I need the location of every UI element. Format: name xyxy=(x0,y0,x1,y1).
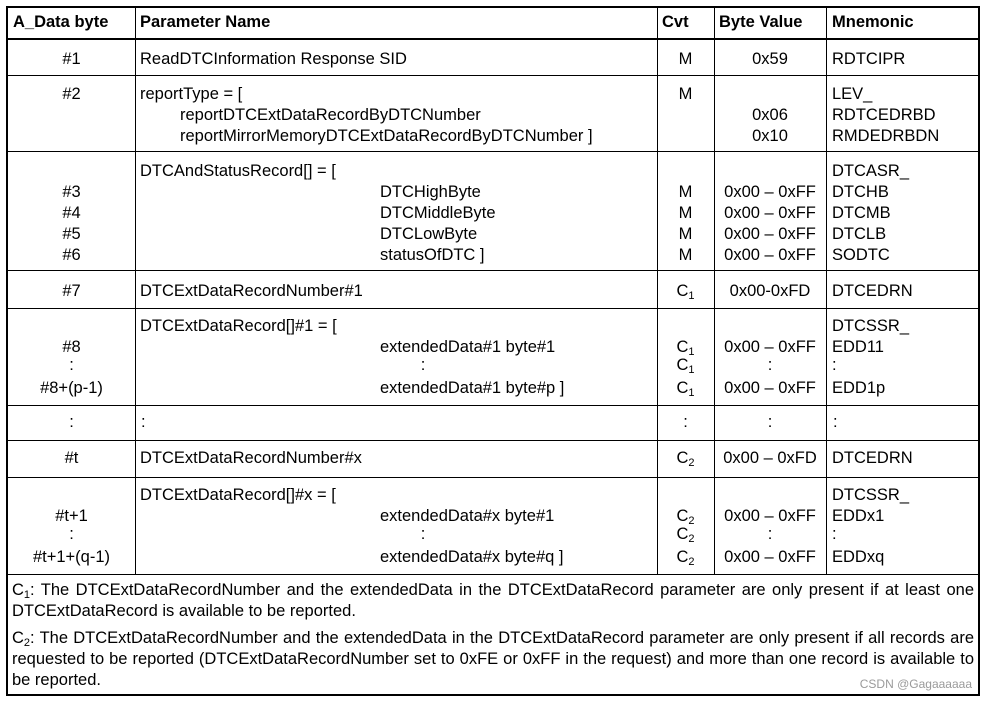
cell-byte-value: 0x59 xyxy=(752,50,788,68)
cell-mnemonic: : xyxy=(832,356,837,374)
cell-parameter-name: : xyxy=(420,525,426,543)
cell-a-data-byte: #t+1+(q-1) xyxy=(32,548,111,566)
cell-parameter-name: extendedData#x byte#1 xyxy=(380,507,555,525)
cell-cvt: M xyxy=(678,50,693,68)
row-divider xyxy=(8,440,978,441)
cell-cvt: M xyxy=(678,85,693,103)
cell-mnemonic: LEV_ xyxy=(832,85,873,103)
cell-byte-value: 0x00 – 0xFF xyxy=(724,507,816,525)
cell-mnemonic: DTCEDRN xyxy=(832,449,913,467)
cell-byte-value: 0x00 – 0xFF xyxy=(724,548,816,566)
cell-cvt: $C_2$ xyxy=(676,507,695,527)
cell-cvt: $C_1$ xyxy=(676,356,695,376)
cell-byte-value: : xyxy=(767,525,773,543)
cell-parameter-name: DTCExtDataRecord[]#1 = [ xyxy=(140,317,337,335)
cell-cvt: $C_1$ xyxy=(676,379,695,399)
cell-cvt: M xyxy=(678,225,693,243)
footnote-c2: $C_2$: The DTCExtDataRecordNumber and the extendedData in the DTCExtDataRecord parameter are only present if all records are requested to be reported (DTCExtDataRecordNumber set to 0xFE or 0xFF in the request) and more than one record is available to be reported. xyxy=(12,629,974,689)
cell-byte-value: 0x10 xyxy=(752,127,788,145)
header-byte-value: Byte Value xyxy=(719,13,803,31)
cell-a-data-byte: : xyxy=(69,413,74,431)
cell-parameter-name: DTCExtDataRecordNumber#1 xyxy=(140,282,363,300)
cell-parameter-name: ReadDTCInformation Response SID xyxy=(140,50,407,68)
cell-parameter-name: DTCExtDataRecord[]#x = [ xyxy=(140,486,336,504)
cell-a-data-byte: #8+(p-1) xyxy=(40,379,103,397)
header-divider xyxy=(8,38,978,40)
row-divider xyxy=(8,308,978,309)
cell-a-data-byte: : xyxy=(69,525,74,543)
cell-cvt: M xyxy=(678,246,693,264)
cell-mnemonic: DTCASR_ xyxy=(832,162,910,180)
cell-a-data-byte: #7 xyxy=(62,282,81,300)
cell-mnemonic: DTCEDRN xyxy=(832,282,913,300)
cell-parameter-name: : xyxy=(141,413,146,431)
cell-mnemonic: SODTC xyxy=(832,246,890,264)
cell-a-data-byte: #t+1 xyxy=(55,507,88,525)
header-cvt: Cvt xyxy=(662,13,689,31)
cell-mnemonic: : xyxy=(832,525,837,543)
cell-byte-value: 0x00 – 0xFF xyxy=(724,246,816,264)
cell-parameter-name: DTCLowByte xyxy=(380,225,478,243)
cell-mnemonic: RDTCIPR xyxy=(832,50,906,68)
cell-byte-value: 0x00 – 0xFF xyxy=(724,338,816,356)
cell-mnemonic: DTCSSR_ xyxy=(832,486,910,504)
dtc-ext-data-record-table xyxy=(6,6,980,696)
cell-byte-value: 0x00-0xFD xyxy=(729,282,811,300)
cell-parameter-name: extendedData#1 byte#1 xyxy=(380,338,556,356)
cell-parameter-name: reportDTCExtDataRecordByDTCNumber xyxy=(180,106,481,124)
watermark: CSDN @Gagaaaaaa xyxy=(859,677,972,691)
cell-parameter-name: extendedData#x byte#q ] xyxy=(380,548,564,566)
cell-parameter-name: DTCHighByte xyxy=(380,183,481,201)
cell-byte-value: : xyxy=(767,413,773,431)
cell-byte-value: 0x00 – 0xFD xyxy=(723,449,817,467)
cell-mnemonic: RMDEDRBDN xyxy=(832,127,940,145)
cell-mnemonic: DTCMB xyxy=(832,204,891,222)
cell-a-data-byte: #6 xyxy=(62,246,81,264)
cell-mnemonic: DTCHB xyxy=(832,183,889,201)
row-divider xyxy=(8,151,978,152)
cell-cvt: : xyxy=(683,413,688,431)
cell-cvt: $C_2$ xyxy=(676,548,695,568)
cell-byte-value: : xyxy=(767,356,773,374)
cell-parameter-name: DTCAndStatusRecord[] = [ xyxy=(140,162,336,180)
cell-mnemonic: EDD1p xyxy=(832,379,886,397)
cell-mnemonic: DTCLB xyxy=(832,225,887,243)
row-divider xyxy=(8,270,978,271)
notes-divider xyxy=(8,574,978,575)
cell-parameter-name: statusOfDTC ] xyxy=(380,246,485,264)
cell-mnemonic: : xyxy=(833,413,838,431)
cell-parameter-name: DTCExtDataRecordNumber#x xyxy=(140,449,362,467)
cell-parameter-name: reportMirrorMemoryDTCExtDataRecordByDTCNumber ] xyxy=(180,127,593,145)
cell-parameter-name: reportType = [ xyxy=(140,85,243,103)
cell-a-data-byte: #4 xyxy=(62,204,81,222)
cell-a-data-byte: #8 xyxy=(62,338,81,356)
cell-mnemonic: EDD11 xyxy=(832,338,884,356)
cell-a-data-byte: : xyxy=(69,356,74,374)
cell-byte-value: 0x00 – 0xFF xyxy=(724,379,816,397)
row-divider xyxy=(8,405,978,406)
footnote-c1: $C_1$: The DTCExtDataRecordNumber and the extendedData in the DTCExtDataRecord parameter are only present if at least one DTCExtDataRecord is available to be reported. xyxy=(12,581,974,620)
cell-parameter-name: DTCMiddleByte xyxy=(380,204,496,222)
cell-mnemonic: DTCSSR_ xyxy=(832,317,910,335)
cell-parameter-name: : xyxy=(420,356,426,374)
cell-mnemonic: EDDx1 xyxy=(832,507,885,525)
cell-byte-value: 0x00 – 0xFF xyxy=(724,204,816,222)
header-a-data-byte: A_Data byte xyxy=(13,13,109,31)
row-divider xyxy=(8,75,978,76)
cell-parameter-name: extendedData#1 byte#p ] xyxy=(380,379,565,397)
cell-cvt: M xyxy=(678,204,693,222)
cell-byte-value: 0x00 – 0xFF xyxy=(724,183,816,201)
cell-a-data-byte: #2 xyxy=(62,85,81,103)
cell-mnemonic: EDDxq xyxy=(832,548,885,566)
cell-a-data-byte: #3 xyxy=(62,183,81,201)
header-parameter-name: Parameter Name xyxy=(140,13,271,31)
cell-byte-value: 0x00 – 0xFF xyxy=(724,225,816,243)
cell-a-data-byte: #5 xyxy=(62,225,81,243)
cell-cvt: $C_1$ xyxy=(676,338,695,358)
cell-byte-value: 0x06 xyxy=(752,106,788,124)
cell-cvt: $C_1$ xyxy=(676,282,695,302)
cell-a-data-byte: #t xyxy=(64,449,79,467)
column-divider xyxy=(135,8,136,574)
cell-a-data-byte: #1 xyxy=(62,50,81,68)
cell-cvt: M xyxy=(678,183,693,201)
header-mnemonic: Mnemonic xyxy=(832,13,914,31)
cell-cvt: $C_2$ xyxy=(676,449,695,469)
column-divider xyxy=(826,8,827,574)
cell-cvt: $C_2$ xyxy=(676,525,695,545)
row-divider xyxy=(8,477,978,478)
cell-mnemonic: RDTCEDRBD xyxy=(832,106,936,124)
